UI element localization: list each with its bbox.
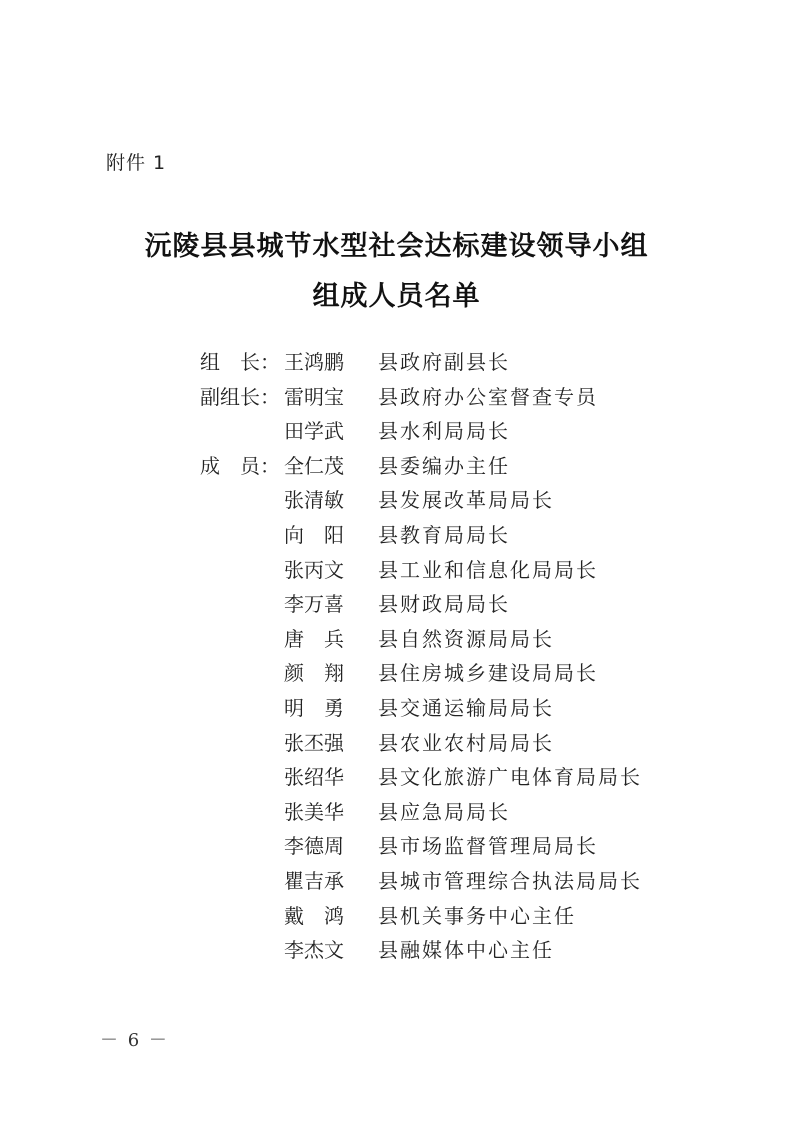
roster-row (0, 518, 793, 553)
roster-position: 县农业农村局局长 (378, 730, 554, 755)
roster-position: 县应急局局长 (378, 799, 510, 824)
roster-row (0, 933, 793, 968)
roster-position: 县财政局局长 (378, 592, 510, 617)
roster-name: 向 阳 (284, 522, 344, 547)
roster-name: 张丙文 (284, 557, 344, 582)
roster-name: 全仁茂 (284, 453, 344, 478)
roster-name: 颜 翔 (284, 661, 344, 686)
roster-row (0, 483, 793, 518)
roster-position: 县工业和信息化局局长 (378, 557, 598, 582)
roster-name: 王鸿鹏 (284, 350, 344, 374)
roster-position: 县交通运输局局长 (378, 695, 554, 720)
roster-row (0, 864, 793, 899)
roster-row (0, 795, 793, 830)
roster-row (0, 829, 793, 864)
roster-name: 瞿吉承 (284, 868, 344, 893)
roster-position: 县融媒体中心主任 (378, 938, 554, 963)
roster-position: 县住房城乡建设局局长 (378, 661, 598, 686)
roster-row (0, 345, 793, 380)
roster-position: 县政府办公室督查专员 (378, 384, 598, 409)
attachment-label: 附件 1 (106, 152, 167, 174)
roster-name: 雷明宝 (284, 384, 344, 409)
roster-position: 县发展改革局局长 (378, 488, 554, 513)
roster-name: 戴 鸿 (284, 903, 344, 928)
roster-row (0, 899, 793, 934)
roster-row (0, 449, 793, 484)
page-number: － 6 － (100, 1030, 169, 1051)
roster-position: 县水利局局长 (378, 419, 510, 444)
roster-position: 县城市管理综合执法局局长 (378, 868, 642, 893)
roster-position: 县委编办主任 (378, 453, 510, 478)
roster-name: 田学武 (284, 419, 344, 444)
roster-row (0, 414, 793, 449)
roster-name: 李杰文 (284, 938, 344, 963)
roster-name: 张美华 (284, 799, 344, 824)
roster-role: 成 员： (200, 453, 280, 478)
roster-name: 李德周 (284, 834, 344, 859)
roster-name: 张绍华 (284, 765, 344, 790)
roster-row (0, 587, 793, 622)
roster-name: 张丕强 (284, 730, 344, 755)
roster-name: 张清敏 (284, 488, 344, 513)
roster-position: 县机关事务中心主任 (378, 903, 576, 928)
document-title-line-2: 组成人员名单 (312, 281, 481, 312)
roster-row (0, 380, 793, 415)
roster-row (0, 691, 793, 726)
roster-position: 县自然资源局局长 (378, 626, 554, 651)
roster-name: 李万喜 (284, 592, 344, 617)
roster-position: 县教育局局长 (378, 522, 510, 547)
roster-name: 唐 兵 (284, 626, 344, 651)
roster-row (0, 622, 793, 657)
roster-role: 组 长： (200, 350, 280, 374)
roster-role: 副组长： (200, 384, 280, 409)
roster-row (0, 656, 793, 691)
roster-row (0, 726, 793, 761)
member-roster (0, 345, 793, 968)
roster-position: 县政府副县长 (378, 350, 510, 374)
roster-row (0, 553, 793, 588)
roster-position: 县文化旅游广电体育局局长 (378, 765, 642, 790)
roster-row (0, 760, 793, 795)
document-title-line-1: 沅陵县县城节水型社会达标建设领导小组 (144, 231, 649, 262)
roster-name: 明 勇 (284, 695, 344, 720)
roster-position: 县市场监督管理局局长 (378, 834, 598, 859)
